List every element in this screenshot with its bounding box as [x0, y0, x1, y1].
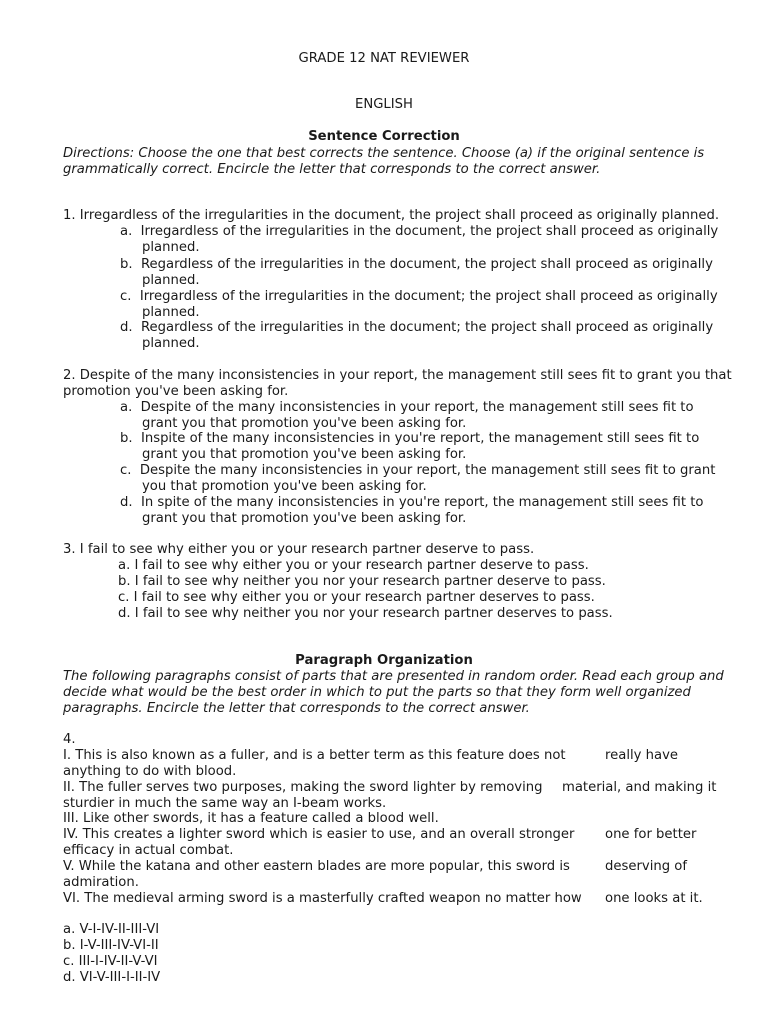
question-3-stem: 3. I fail to see why either you or your research partner deserve to pass. [63, 542, 535, 557]
question-2-option-a: a. Despite of the many inconsistencies in your report, the management still sees fit to [120, 400, 694, 415]
part-iv-line-1: IV. This creates a lighter sword which is easier to use, and an overall stronger [63, 827, 575, 842]
question-1-option-b-cont: planned. [142, 273, 200, 288]
question-4-choice-c: c. III-I-IV-II-V-VI [63, 954, 158, 969]
question-2-option-a-cont: grant you that promotion you've been asking for. [142, 416, 467, 431]
question-2-option-c: c. Despite the many inconsistencies in your report, the management still sees fit to grant [120, 463, 716, 478]
part-vi-line-1: VI. The medieval arming sword is a masterfully crafted weapon no matter how [63, 891, 582, 906]
question-4-choice-a: a. V-I-IV-II-III-VI [63, 922, 160, 937]
part-v-line-1: V. While the katana and other eastern blades are more popular, this sword is [63, 859, 570, 874]
po-directions-line-1: The following paragraphs consist of parts that are presented in random order. Read each group and [63, 669, 724, 684]
part-iv-line-2: efficacy in actual combat. [63, 843, 234, 858]
question-3-option-c: c. I fail to see why either you or your research partner deserves to pass. [118, 590, 595, 605]
part-v-line-2: admiration. [63, 875, 139, 890]
question-1-option-b: b. Regardless of the irregularities in the document, the project shall proceed as originally [120, 257, 713, 272]
part-iii-line: III. Like other swords, it has a feature called a blood well. [63, 811, 439, 826]
section-heading-paragraph-organization: Paragraph Organization [295, 653, 473, 668]
subject-heading: ENGLISH [355, 97, 413, 112]
question-3-option-d: d. I fail to see why neither you nor your research partner deserves to pass. [118, 606, 613, 621]
part-v-text-b: deserving of [605, 859, 687, 874]
question-3-option-b: b. I fail to see why neither you nor your research partner deserve to pass. [118, 574, 606, 589]
part-ii-line-1: II. The fuller serves two purposes, making the sword lighter by removing [63, 780, 543, 795]
document-title: GRADE 12 NAT REVIEWER [298, 51, 470, 66]
part-i-line-2: anything to do with blood. [63, 764, 237, 779]
part-iv-text-b: one for better [605, 827, 697, 842]
question-2-stem-cont: promotion you've been asking for. [63, 384, 289, 399]
po-directions-line-2: decide what would be the best order in which to put the parts so that they form well organized [63, 685, 691, 700]
question-2-option-c-cont: you that promotion you've been asking for. [142, 479, 427, 494]
question-4-choice-d: d. VI-V-III-I-II-IV [63, 970, 161, 985]
question-1-option-d-cont: planned. [142, 336, 200, 351]
part-vi-text-b: one looks at it. [605, 891, 703, 906]
part-ii-text-b: material, and making it [562, 780, 717, 795]
question-4-number: 4. [63, 732, 76, 747]
question-1-option-a-cont: planned. [142, 240, 200, 255]
question-1-option-c: c. Irregardless of the irregularities in the document; the project shall proceed as originally [120, 289, 718, 304]
directions-line-2: grammatically correct. Encircle the letter that corresponds to the correct answer. [63, 162, 601, 177]
question-2-stem: 2. Despite of the many inconsistencies in your report, the management still sees fit to grant you that [63, 368, 732, 383]
po-directions-line-3: paragraphs. Encircle the letter that corresponds to the correct answer. [63, 701, 530, 716]
question-2-option-b: b. Inspite of the many inconsistencies in you're report, the management still sees fit to [120, 431, 700, 446]
part-i-text-a: I. This is also known as a fuller, and is a better term as this feature does not [63, 748, 566, 763]
question-2-option-b-cont: grant you that promotion you've been asking for. [142, 447, 467, 462]
question-2-option-d: d. In spite of the many inconsistencies in you're report, the management still sees fit to [120, 495, 704, 510]
question-1-option-a: a. Irregardless of the irregularities in the document, the project shall proceed as originally [120, 224, 719, 239]
question-1-option-c-cont: planned. [142, 305, 200, 320]
question-2-option-d-cont: grant you that promotion you've been asking for. [142, 511, 467, 526]
question-4-choice-b: b. I-V-III-IV-VI-II [63, 938, 159, 953]
question-1-stem: 1. Irregardless of the irregularities in the document, the project shall proceed as originally planned. [63, 208, 720, 223]
directions-line-1: Directions: Choose the one that best corrects the sentence. Choose (a) if the original sentence is [63, 146, 705, 161]
question-3-option-a: a. I fail to see why either you or your research partner deserve to pass. [118, 558, 589, 573]
section-heading-sentence-correction: Sentence Correction [308, 129, 460, 144]
part-i-text-b: really have [605, 748, 679, 763]
part-ii-line-2: sturdier in much the same way an I-beam works. [63, 796, 387, 811]
question-1-option-d: d. Regardless of the irregularities in the document; the project shall proceed as originally [120, 320, 714, 335]
part-i-line-1 [63, 748, 566, 764]
